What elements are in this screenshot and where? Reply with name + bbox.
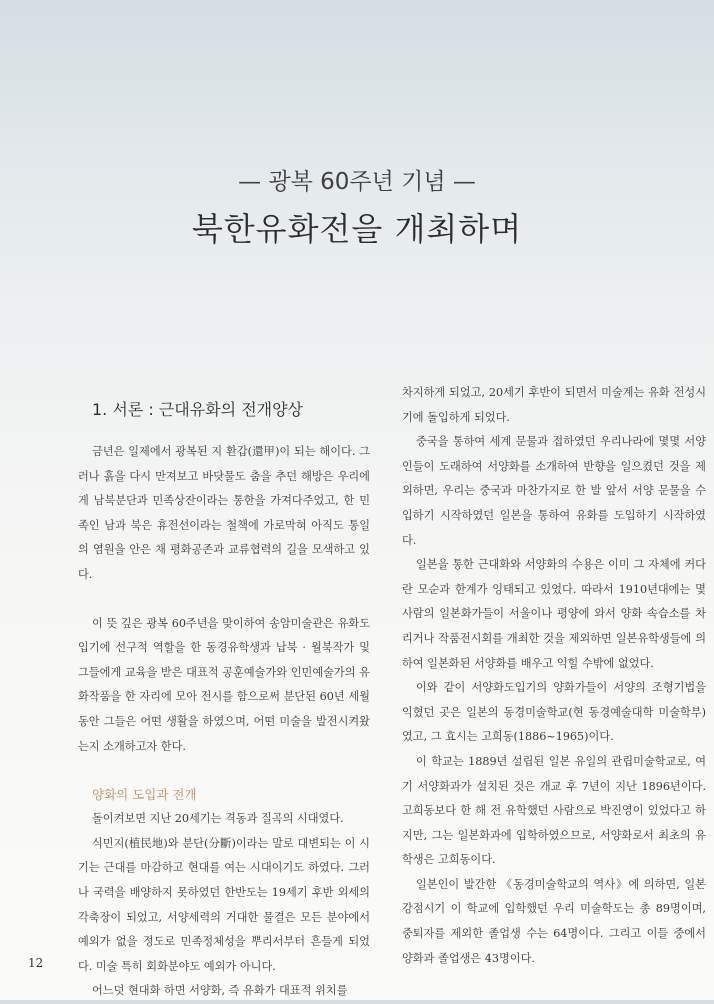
page-number: 12 — [28, 956, 44, 970]
paragraph: 일본을 통한 근대화와 서양화의 수용은 이미 그 자체에 커다란 모순과 한계가 잉태되고 있었다. 따라서 1910년대에는 몇 사람의 일본화가들이 서울이나 평양에 와서 양화 속습소를 차리거나 작품전시회를 개최한 것을 제외하면 일본유학생들에 의하여 일본화된 서양화를 배우고 익힐 수밖에 없었다. — [402, 558, 706, 670]
paragraph: 이 뜻 깊은 광복 60주년을 맞이하여 송암미술관은 유화도입기에 선구적 역할을 한 동경유학생과 납북 · 월북작가 및 그들에게 교육을 받은 대표적 공훈예술가와 인민예술가의 유화작품을 한 자리에 모아 전시를 함으로써 분단된 60년 세월 동안 그들은 어떤 생활을 하였으며, 어떤 미술을 발전시켜왔는지 소개하고자 한다. — [78, 616, 370, 753]
paragraph: 금년은 일제에서 광복된 지 환갑(還甲)이 되는 해이다. 그러나 흙을 다시 만져보고 바닷물도 춤을 추던 해방은 우리에게 남북분단과 민족상잔이라는 통한을 가져다주었고, 한 민족인 남과 북은 휴전선이라는 철책에 가로막혀 아직도 통일의 염원을 안은 채 평화공존과 교류협력의 길을 모색하고 있다. — [78, 445, 370, 581]
left-column — [78, 380, 370, 1004]
paragraph: 돌이켜보면 지난 20세기는 격동과 질곡의 시대였다. — [92, 812, 344, 826]
paragraph: 중국을 통하여 세계 문물과 접하였던 우리나라에 몇몇 서양인들이 도래하여 서양화를 소개하여 반향을 일으켰던 것을 제외하면, 우리는 중국과 마찬가지로 한 발 앞서 서양 문물을 수입하기 시작하였던 일본을 통하여 유화를 도입하기 시작하였다. — [402, 435, 706, 547]
paragraph-gap — [78, 588, 370, 612]
subheading: 양화의 도입과 전개 — [92, 787, 197, 803]
paragraph: 일본인이 발간한 《동경미술학교의 역사》에 의하면, 일본 강점시기 이 학교에 입학했던 우리 미술학도는 총 89명이며, 중퇴자를 제외한 졸업생 수는 64명이다. 그리고 이들 중에서 양화과 졸업생은 43명이다. — [402, 877, 706, 965]
paragraph: 어느덧 현대화 하면 서양화, 즉 유화가 대표적 위치를 — [92, 984, 348, 998]
page-title: 북한유화전을 개최하며 — [191, 210, 523, 248]
right-column — [402, 381, 706, 971]
section-heading: 1. 서론 : 근대유화의 전개양상 — [92, 400, 304, 419]
paragraph: 이 학교는 1889년 설립된 일본 유일의 관립미술학교로, 여기 서양화과가 설치된 것은 개교 후 7년이 지난 1896년이다. 고희동보다 한 해 전 유학했던 사람으로 박진영이 있었다고 하지만, 그는 일본화과에 입학하였으므로, 서양화로서 최초의 유학생은 고희동이다. — [402, 754, 706, 867]
paragraph: 식민지(植民地)와 분단(分斷)이라는 말로 대변되는 이 시기는 근대를 마감하고 현대를 여는 시대이기도 하였다. 그러나 국력을 배양하지 못하였던 한반도는 19세기 후반 외세의 각축장이 되었고, 서양세력의 거대한 물결은 모든 분야에서 예외가 없을 정도로 민족정체성을 뿌리서부터 흔들게 되었다. 미술 특히 회화분야도 예외가 아니다. — [78, 836, 370, 973]
paragraph: 차지하게 되었고, 20세기 후반이 되면서 미술계는 유화 전성시기에 돌입하게 되었다. — [402, 386, 706, 424]
paragraph-gap — [78, 759, 370, 783]
paragraph: 이와 같이 서양화도입기의 양화가들이 서양의 조형기법을 익혔던 곳은 일본의 동경미술학교(현 동경예술대학 미술학부)였고, 그 효시는 고희동(1886~1965)이다. — [402, 681, 706, 744]
subtitle: — 광복 60주년 기념 — — [238, 169, 476, 195]
